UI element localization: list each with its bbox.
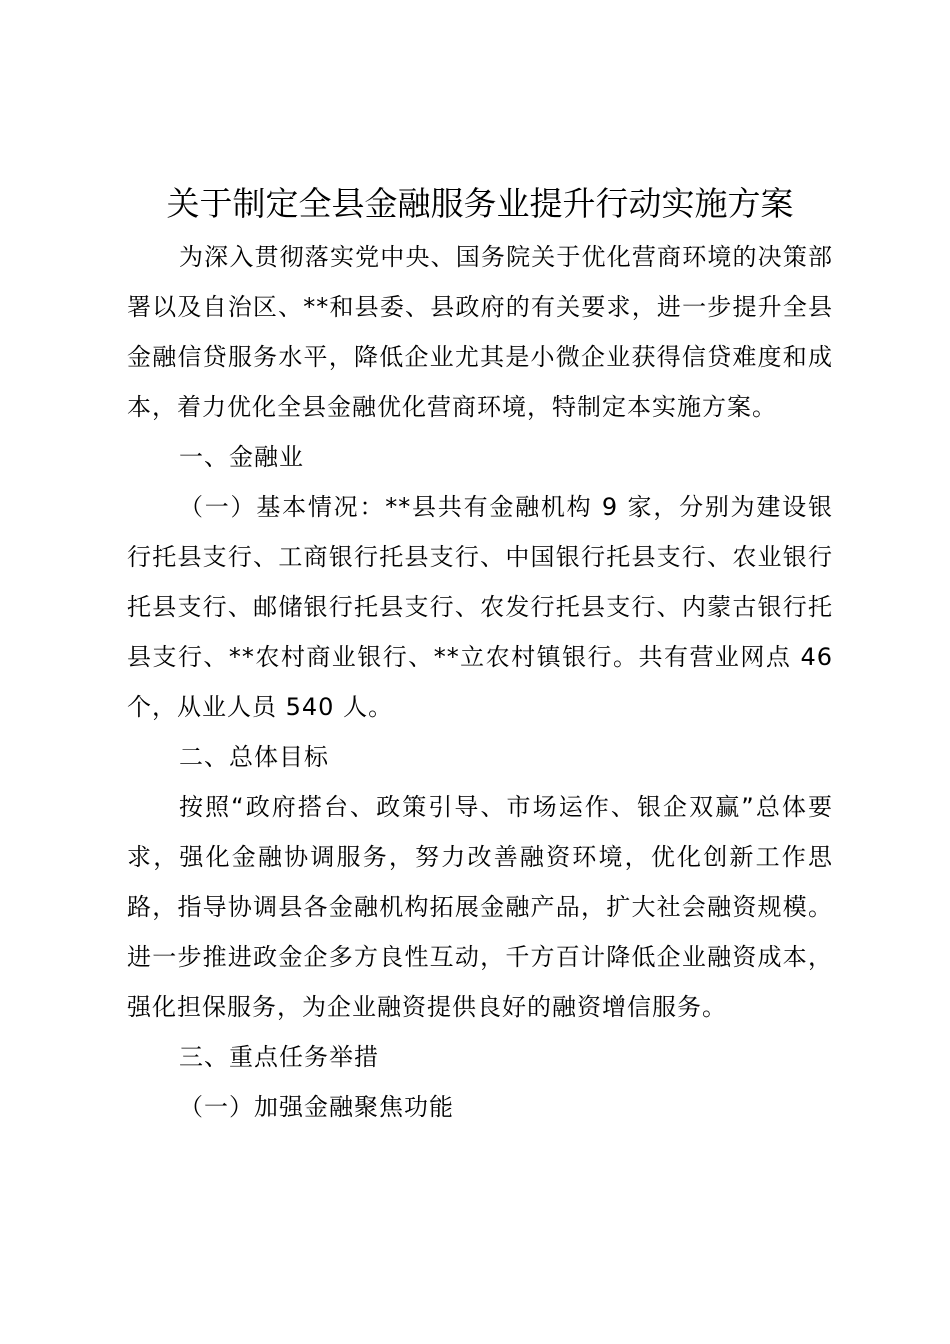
subsection-heading-financial-focus: （一）加强金融聚焦功能	[179, 1093, 454, 1121]
section-heading-financial-industry: 一、金融业	[179, 443, 304, 471]
basic-situation-paragraph: （一）基本情况：**县共有金融机构 9 家，分别为建设银行托县支行、工商银行托县支行、中国银行托县支行、农业银行托县支行、邮储银行托县支行、农发行托县支行、内蒙古银行托县支行、**农村商业银行、**立农村镇银行。共有营业网点 46 个，从业人员 540 人。	[127, 493, 833, 721]
section-heading-overall-goal: 二、总体目标	[179, 743, 329, 771]
intro-paragraph: 为深入贯彻落实党中央、国务院关于优化营商环境的决策部署以及自治区、**和县委、县政府的有关要求，进一步提升全县金融信贷服务水平，降低企业尤其是小微企业获得信贷难度和成本，着力优化全县金融优化营商环境，特制定本实施方案。	[127, 243, 833, 421]
overall-goal-paragraph: 按照“政府搭台、政策引导、市场运作、银企双赢”总体要求，强化金融协调服务，努力改善融资环境，优化创新工作思路，指导协调县各金融机构拓展金融产品，扩大社会融资规模。进一步推进政金企多方良性互动，千方百计降低企业融资成本，强化担保服务，为企业融资提供良好的融资增信服务。	[127, 793, 833, 1021]
document-title: 关于制定全县金融服务业提升行动实施方案	[166, 184, 794, 223]
section-heading-key-tasks: 三、重点任务举措	[179, 1043, 379, 1071]
document-body	[127, 232, 833, 1132]
